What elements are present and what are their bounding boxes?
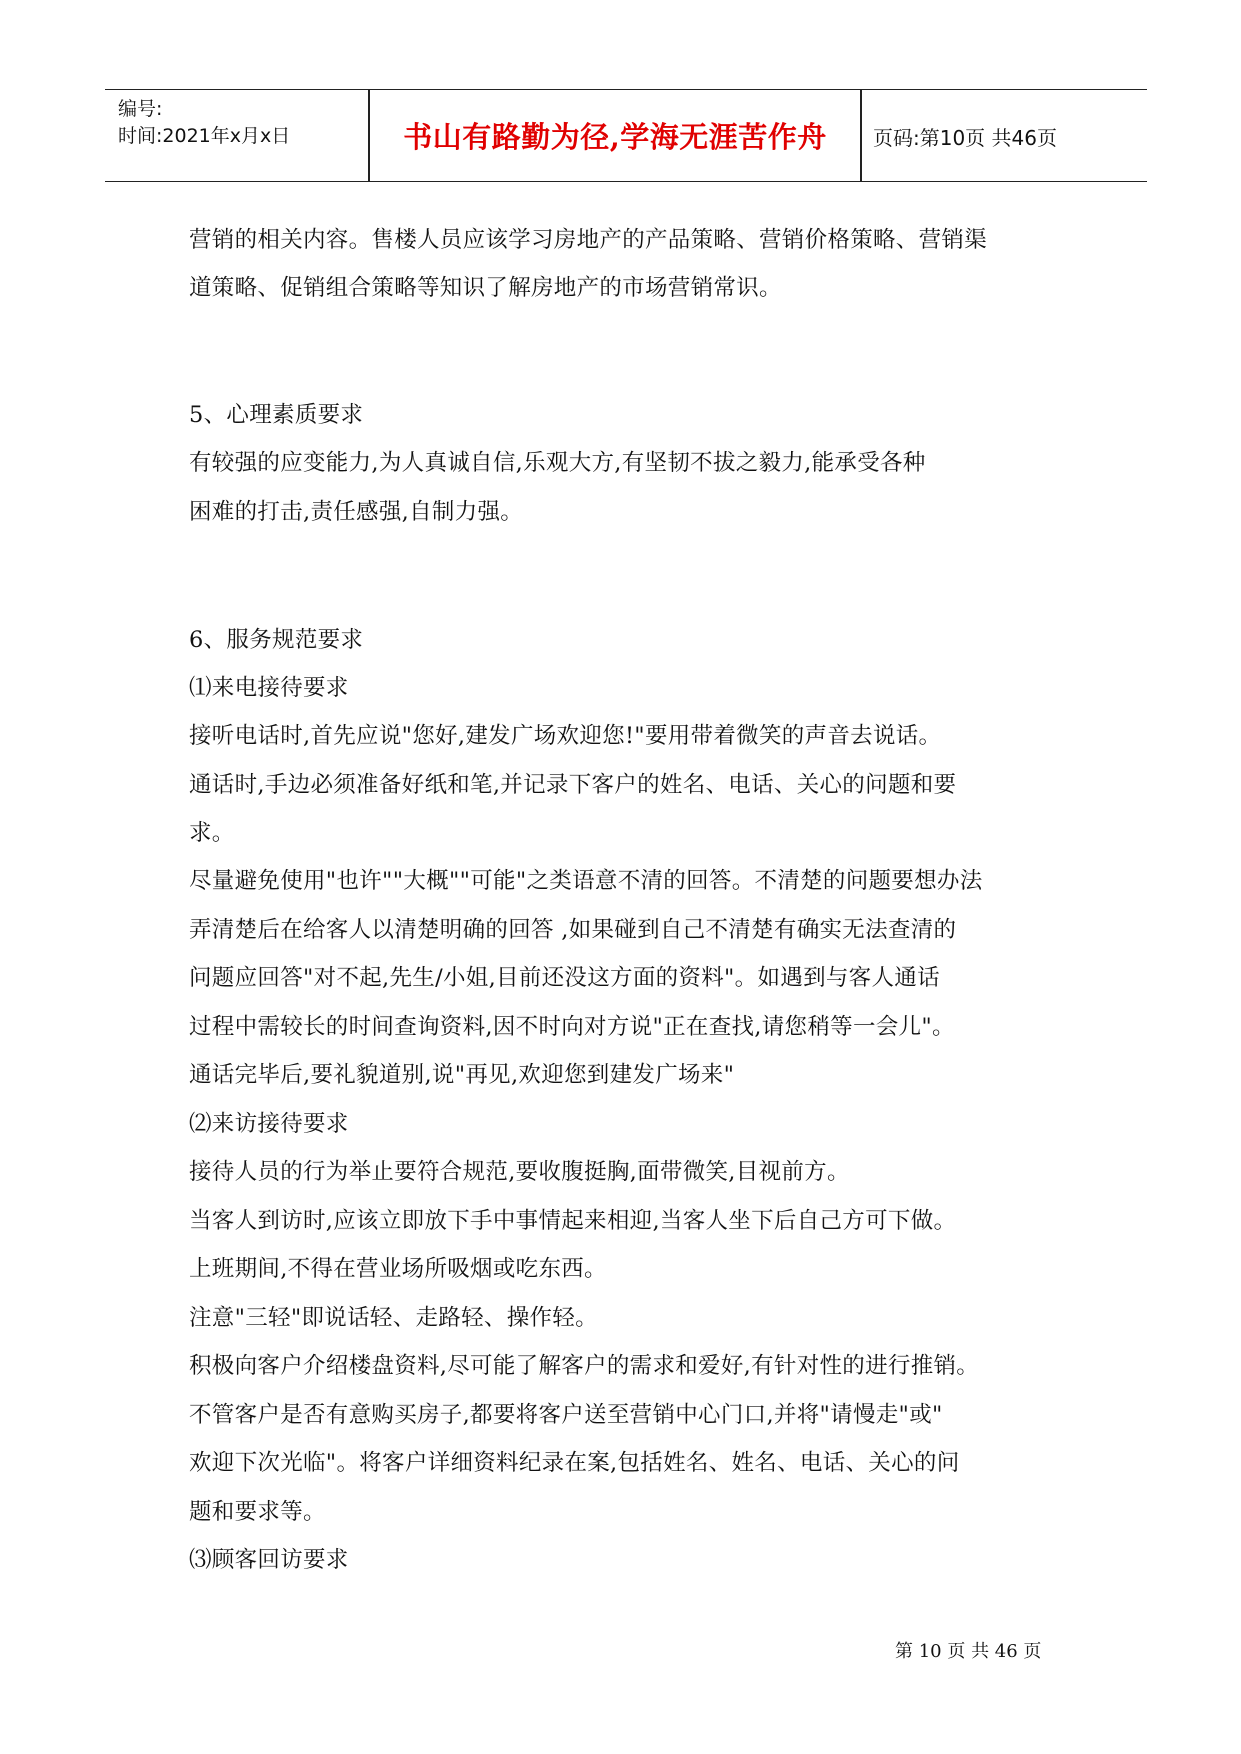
header-divider-right [860,90,862,181]
subsection-heading: ⑶顾客回访要求 [189,1547,349,1573]
number-label: 编号: [118,98,163,120]
body-line: 困难的打击,责任感强,自制力强。 [189,499,524,525]
body-line: 接听电话时,首先应说"您好,建发广场欢迎您!"要用带着微笑的声音去说话。 [189,723,942,749]
body-line: 道策略、促销组合策略等知识了解房地产的市场营销常识。 [189,275,782,301]
body-line: 当客人到访时,应该立即放下手中事情起来相迎,当客人坐下后自己方可下做。 [189,1208,957,1234]
date-label: 时间:2021年x月x日 [118,125,291,147]
header-meta [118,96,358,150]
body-line: 问题应回答"对不起,先生/小姐,目前还没这方面的资料"。如遇到与客人通话 [189,965,940,991]
body-line: 求。 [189,820,235,846]
body-line: 弄清楚后在给客人以清楚明确的回答 ,如果碰到自己不清楚有确实无法查清的 [189,917,957,943]
body-line: 通话完毕后,要礼貌道别,说"再见,欢迎您到建发广场来" [189,1062,735,1088]
body-line: 上班期间,不得在营业场所吸烟或吃东西。 [189,1256,607,1282]
footer-page-number: 第 10 页 共 46 页 [895,1641,1042,1662]
body-line: 注意"三轻"即说话轻、走路轻、操作轻。 [189,1305,598,1331]
body-line: 通话时,手边必须准备好纸和笔,并记录下客户的姓名、电话、关心的问题和要 [189,772,957,798]
header-page-code: 页码:第10页 共46页 [873,126,1057,150]
body-line: 尽量避免使用"也许""大概""可能"之类语意不清的回答。不清楚的问题要想办法 [189,868,983,894]
body-line: 欢迎下次光临"。将客户详细资料纪录在案,包括姓名、姓名、电话、关心的问 [189,1450,960,1476]
section-heading: 6、服务规范要求 [189,627,364,653]
body-line: 题和要求等。 [189,1499,326,1525]
body-line: 过程中需较长的时间查询资料,因不时向对方说"正在查找,请您稍等一会儿"。 [189,1014,955,1040]
header-motto: 书山有路勤为径,学海无涯苦作舟 [403,120,827,154]
subsection-heading: ⑵来访接待要求 [189,1111,349,1137]
body-line: 接待人员的行为举止要符合规范,要收腹挺胸,面带微笑,目视前方。 [189,1159,850,1185]
body-line: 不管客户是否有意购买房子,都要将客户送至营销中心门口,并将"请慢走"或" [189,1402,943,1428]
body-line: 积极向客户介绍楼盘资料,尽可能了解客户的需求和爱好,有针对性的进行推销。 [189,1353,980,1379]
section-heading: 5、心理素质要求 [189,402,364,428]
body-line: 有较强的应变能力,为人真诚自信,乐观大方,有坚韧不拔之毅力,能承受各种 [189,450,926,476]
document-header [105,89,1147,182]
body-line: 营销的相关内容。售楼人员应该学习房地产的产品策略、营销价格策略、营销渠 [189,227,988,253]
subsection-heading: ⑴来电接待要求 [189,675,349,701]
